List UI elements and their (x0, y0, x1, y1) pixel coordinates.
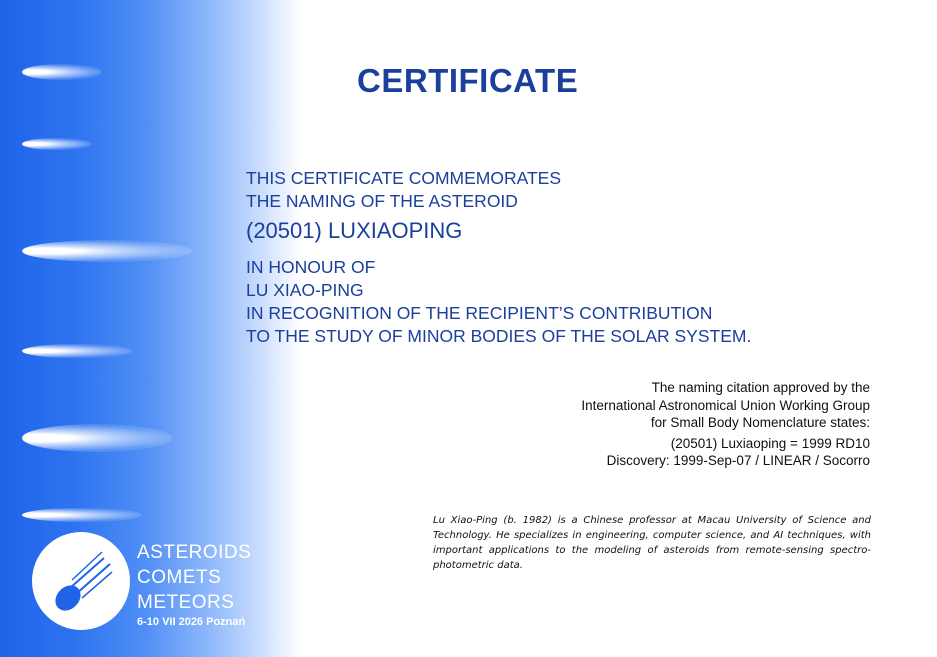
conference-dates: 6-10 VII 2026 Poznań (137, 616, 246, 628)
comet-icon (32, 532, 130, 630)
comet-decoration (22, 64, 102, 80)
comet-decoration (22, 240, 192, 262)
comet-decoration (22, 508, 142, 522)
recognition-line-2: TO THE STUDY OF MINOR BODIES OF THE SOLAR SYSTEM. (246, 326, 752, 346)
comet-decoration (22, 138, 92, 150)
naming-citation (581, 379, 870, 470)
asteroid-designation: (20501) Luxiaoping = 1999 RD10 (670, 435, 870, 451)
discovery-info: Discovery: 1999-Sep-07 / LINEAR / Socorro (606, 453, 870, 468)
certificate-statement (246, 167, 751, 348)
certificate-title: CERTIFICATE (357, 62, 579, 99)
comet-decoration (22, 344, 132, 358)
conference-word-meteors: METEORS (137, 592, 235, 613)
asteroid-name: (20501) LUXIAOPING (246, 218, 463, 243)
comet-decoration (22, 424, 172, 452)
naming-line: THE NAMING OF THE ASTEROID (246, 191, 518, 211)
recognition-line-1: IN RECOGNITION OF THE RECIPIENT’S CONTRIBUTION (246, 303, 713, 323)
honoree-name: LU XIAO-PING (246, 280, 364, 300)
conference-logo (32, 532, 130, 630)
conference-word-asteroids: ASTEROIDS (137, 542, 252, 563)
honoree-biography: Lu Xiao-Ping (b. 1982) is a Chinese professor at Macau University of Science and Technology. He specializes in engineering, computer science, and AI techniques, with important applications to the modeling of asteroids from remote-sensing spectro-photometric data. (433, 515, 871, 571)
conference-name (137, 540, 251, 615)
commemorates-line: THIS CERTIFICATE COMMEMORATES (246, 168, 562, 188)
honour-line: IN HONOUR OF (246, 257, 376, 277)
conference-word-comets: COMETS (137, 567, 222, 588)
citation-line-3: for Small Body Nomenclature states: (650, 415, 870, 430)
citation-line-1: The naming citation approved by the (651, 380, 870, 395)
citation-line-2: International Astronomical Union Working Group (581, 397, 870, 413)
